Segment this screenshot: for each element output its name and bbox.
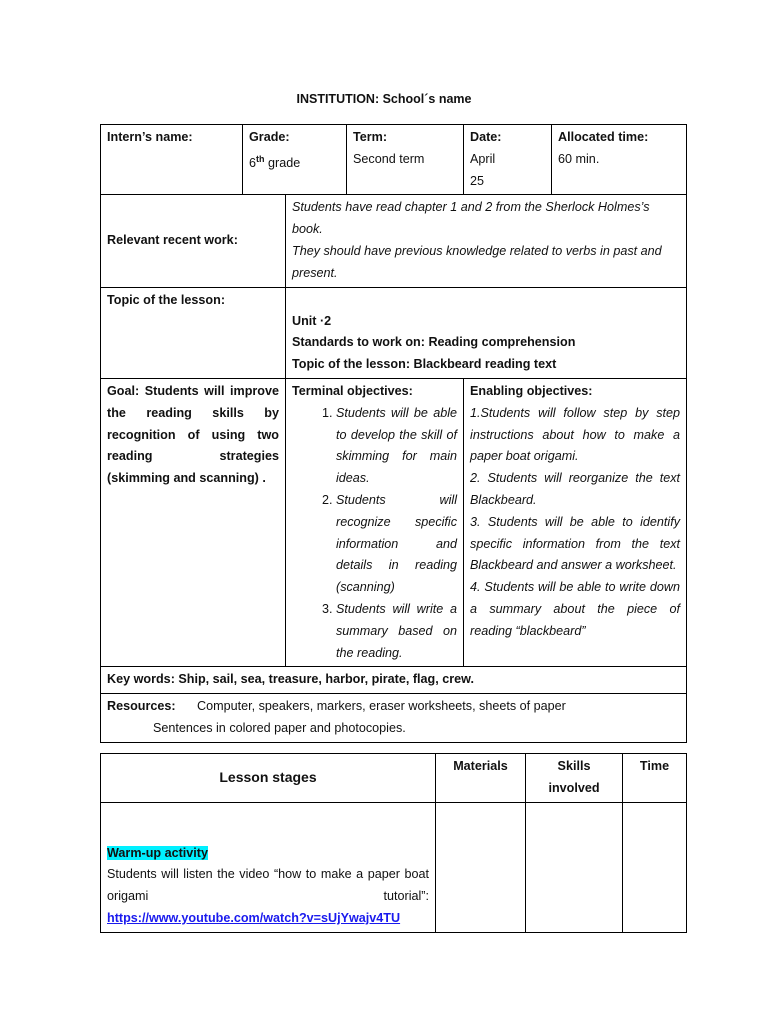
terminal-objectives-label: Terminal objectives:: [292, 383, 413, 398]
resources-cell: [101, 694, 687, 743]
date-value-day: 25: [470, 173, 485, 188]
grade-cell: [243, 125, 347, 195]
materials-header: [436, 754, 526, 803]
grade-number: 6: [249, 155, 257, 170]
warmup-time-cell: [623, 802, 687, 932]
skills-header-text: Skills involved: [548, 759, 600, 795]
warmup-video-link[interactable]: https://www.youtube.com/watch?v=sUjYwajv4TU: [107, 910, 401, 925]
header-row: [101, 125, 687, 195]
objectives-row: [101, 378, 687, 666]
warmup-cell: [101, 802, 436, 932]
time-header: [623, 754, 687, 803]
lesson-plan-table: [100, 124, 687, 743]
time-header-text: Time: [639, 759, 670, 773]
allocated-time-cell: [552, 125, 687, 195]
grade-label: Grade:: [249, 130, 290, 144]
recent-work-line-1: Students have read chapter 1 and 2 from the Sherlock Holmes’s book.: [292, 200, 650, 237]
resources-line-2: Sentences in colored paper and photocopies.: [153, 720, 406, 735]
allocated-time-value: 60 min.: [558, 151, 600, 166]
keywords-text: Key words: Ship, sail, sea, treasure, harbor, pirate, flag, crew.: [107, 672, 474, 687]
date-cell: [464, 125, 552, 195]
recent-work-content: [286, 195, 687, 287]
date-value-month: April: [470, 151, 496, 166]
term-value: Second term: [353, 151, 425, 166]
terminal-objective-2: 2. Students will recognize specific information and details in reading (scanning): [336, 490, 457, 599]
terminal-objectives-list: [292, 403, 457, 665]
warmup-materials-cell: [436, 802, 526, 932]
grade-word: grade: [264, 155, 301, 170]
recent-work-line-2: They should have previous knowledge related to verbs in past and present.: [292, 243, 662, 280]
recent-work-row: [101, 195, 687, 287]
lesson-stages-header-text: Lesson stages: [219, 768, 317, 785]
recent-work-label-cell: [101, 195, 286, 287]
resources-label: Resources:: [107, 699, 176, 714]
lesson-stages-header: [101, 754, 436, 803]
warmup-row: [101, 802, 687, 932]
materials-header-text: Materials: [453, 759, 508, 773]
terminal-objective-3: 3. Students will write a summary based on the reading.: [336, 599, 457, 664]
enabling-objective-1: 1.Students will follow step by step instructions about how to make a paper boat origami.: [470, 405, 681, 464]
date-label: Date:: [470, 130, 502, 144]
topic-label-cell: [101, 287, 286, 378]
lesson-stages-table: [100, 753, 687, 933]
enabling-objective-2: 2. Students will reorganize the text Blackbeard.: [470, 471, 681, 507]
resources-line-1: Computer, speakers, markers, eraser worksheets, sheets of paper: [197, 699, 566, 714]
topic-label: Topic of the lesson:: [107, 292, 226, 307]
unit-text: Unit ·2: [292, 313, 332, 328]
intern-cell: [101, 125, 243, 195]
topic-content: [286, 287, 687, 378]
enabling-objectives-cell: [464, 378, 687, 666]
warmup-skills-cell: [526, 802, 623, 932]
enabling-objectives-label: Enabling objectives:: [470, 383, 593, 398]
topic-text: Topic of the lesson: Blackbeard reading text: [292, 357, 557, 372]
grade-superscript: th: [256, 153, 265, 164]
standards-text: Standards to work on: Reading comprehension: [292, 335, 576, 350]
terminal-objective-1: 1. Students will be able to develop the skill of skimming for main ideas.: [336, 403, 457, 490]
recent-work-label: Relevant recent work:: [107, 233, 238, 248]
term-label: Term:: [353, 130, 388, 144]
stages-header-row: [101, 754, 687, 803]
resources-row: [101, 694, 687, 743]
goal-text: Goal: Students will improve the reading skills by recognition of using two reading strategies (skimming and scanning) .: [107, 383, 279, 486]
warmup-text: Students will listen the video “how to make a paper boat origami tutorial”:: [107, 867, 429, 904]
enabling-objective-4: 4. Students will be able to write down a summary about the piece of reading “blackbeard”: [470, 580, 681, 638]
intern-label: Intern’s name:: [107, 130, 193, 144]
keywords-cell: [101, 667, 687, 694]
allocated-time-label: Allocated time:: [558, 130, 649, 144]
warmup-label: Warm-up activity: [107, 845, 209, 860]
enabling-objective-3: 3. Students will be able to identify specific information from the text Blackbeard and answer a worksheet.: [470, 514, 681, 573]
document-title: INSTITUTION: School´s name: [296, 92, 472, 106]
keywords-row: [101, 667, 687, 694]
skills-header: [526, 754, 623, 803]
goal-cell: [101, 378, 286, 666]
term-cell: [347, 125, 464, 195]
topic-row: [101, 287, 687, 378]
terminal-objectives-cell: [286, 378, 464, 666]
